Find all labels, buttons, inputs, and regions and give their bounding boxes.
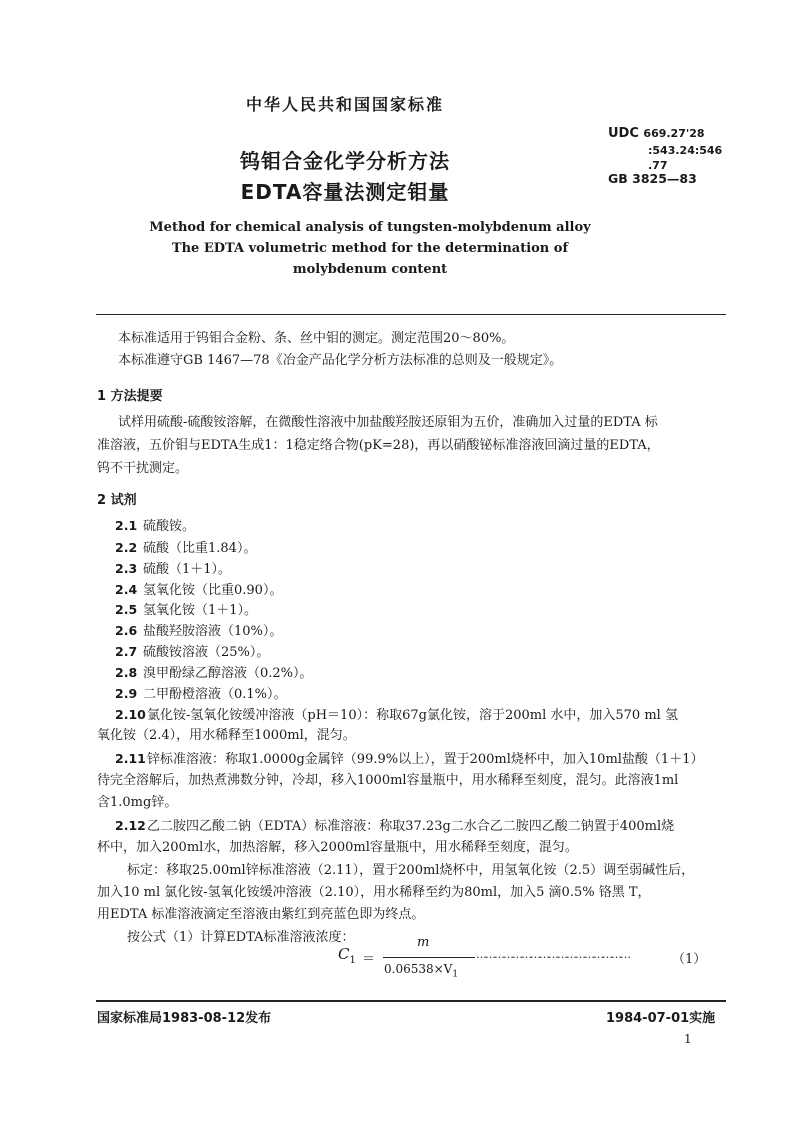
reagent-num: 2.7 — [115, 644, 138, 659]
reagent-num: 2.2 — [115, 540, 138, 555]
reagent-text: 硫酸铵。 — [143, 519, 196, 534]
reagent-num: 2.9 — [115, 686, 138, 701]
formula-lhs-symbol: C — [338, 945, 350, 963]
reagent-text: 盐酸羟胺溶液（10%）。 — [143, 624, 283, 639]
title-en-line3: molybdenum content — [292, 262, 448, 277]
reagent-item — [115, 538, 256, 559]
reagent-item-2-11 — [115, 749, 730, 770]
reagent-text: 氯化铵-氢氧化铵缓冲溶液（pH＝10）：称取67g氯化铵，溶于200ml 水中，加入570 ml 氢 — [147, 708, 678, 723]
reagent-item — [115, 580, 282, 601]
section1-text-line1: 试样用硫酸-硫酸铵溶解，在微酸性溶液中加盐酸羟胺还原钼为五价，准确加入过量的EDTA 标 — [118, 415, 658, 430]
reagent-item — [115, 663, 313, 684]
reagent-text: 溴甲酚绿乙醇溶液（0.2%）。 — [143, 666, 313, 681]
gb-number: GB 3825—83 — [608, 171, 697, 186]
formula-denominator-subscript: 1 — [452, 969, 459, 980]
reagent-num: 2.3 — [115, 561, 138, 576]
title-cn-line2: EDTA容量法测定钼量 — [240, 180, 450, 204]
reagent-text: 二甲酚橙溶液（0.1%）。 — [143, 687, 287, 702]
reagent-item — [115, 559, 231, 580]
reagent-text: 氢氧化铵（比重0.90）。 — [143, 583, 283, 598]
intro-line1: 本标准适用于钨钼合金粉、条、丝中钼的测定。测定范围20～80%。 — [118, 331, 515, 346]
calibration-line3: 用EDTA 标准溶液滴定至溶液由紫红到亮蓝色即为终点。 — [97, 907, 425, 922]
reagent-text-cont: 含1.0mg锌。 — [97, 795, 178, 810]
formula-equation-number: （1） — [672, 952, 707, 967]
calibration-line1: 标定：移取25.00ml锌标准溶液（2.11），置于200ml烧杯中，用氢氧化铵（2.5）调至弱碱性后， — [127, 863, 695, 878]
formula-leader-dots: …………………………………………… — [476, 948, 629, 961]
reagent-text: 乙二胺四乙酸二钠（EDTA）标准溶液：称取37.23g二水合乙二胺四乙酸二钠置于400ml烧 — [147, 819, 675, 834]
reagent-item — [115, 684, 287, 705]
reagent-num: 2.1 — [115, 518, 138, 533]
reagent-text: 锌标准溶液：称取1.0000g金属锌（99.9%以上），置于200ml烧杯中，加入10ml盐酸（1＋1） — [147, 752, 704, 767]
issue-date: 国家标准局1983-08-12发布 — [97, 1011, 272, 1026]
reagent-text: 氢氧化铵（1＋1）。 — [143, 603, 258, 618]
intro-line2: 本标准遵守GB 1467—78《冶金产品化学分析方法标准的总则及一般规定》。 — [118, 353, 563, 368]
title-en-line1: Method for chemical analysis of tungsten-molybdenum alloy — [149, 220, 591, 235]
bottom-divider — [96, 1000, 726, 1002]
calibration-line2: 加入10 ml 氯化铵-氢氧化铵缓冲溶液（2.10），用水稀释至约为80ml，加入5 滴0.5% 铬黑 T， — [97, 885, 651, 900]
udc-block — [608, 126, 705, 141]
formula-numerator: m — [417, 935, 430, 950]
reagent-text: 硫酸铵溶液（25%）。 — [143, 645, 270, 660]
calibration-line4: 按公式（1）计算EDTA标准溶液浓度： — [127, 930, 355, 945]
reagent-text-cont: 氧化铵（2.4），用水稀释至1000ml，混匀。 — [97, 728, 356, 743]
title-cn-line1: 钨钼合金化学分析方法 — [240, 149, 450, 173]
section1-heading: 1 方法提要 — [97, 389, 163, 404]
section2-heading: 2 试剂 — [97, 493, 137, 508]
section1-text-line2: 准溶液，五价钼与EDTA生成1：1稳定络合物(pK=28)，再以硝酸铋标准溶液回滴过量的EDTA， — [97, 438, 660, 453]
effective-date: 1984-07-01实施 — [606, 1011, 716, 1026]
reagent-num: 2.5 — [115, 602, 138, 617]
udc-code-1: 669.27'28 — [643, 127, 705, 140]
formula-denominator-text: 0.06538×V — [384, 962, 453, 976]
reagent-text: 硫酸（1＋1）。 — [143, 562, 232, 577]
section1-text-line3: 钨不干扰测定。 — [97, 461, 189, 476]
formula-lhs-subscript: 1 — [349, 955, 356, 966]
reagent-item-2-10 — [115, 705, 730, 726]
reagent-item — [115, 621, 282, 642]
reagent-num: 2.10 — [115, 707, 146, 722]
national-standard-label: 中华人民共和国国家标准 — [245, 95, 444, 114]
reagent-text-cont: 待完全溶解后，加热煮沸数分钟，冷却，移入1000ml容量瓶中，用水稀释至刻度，混匀。此溶液1ml — [97, 773, 679, 788]
reagent-num: 2.6 — [115, 623, 138, 638]
udc-label: UDC — [608, 126, 639, 141]
formula-denominator — [384, 962, 458, 979]
page-number: 1 — [684, 1032, 692, 1046]
reagent-item-2-12 — [115, 816, 730, 837]
reagent-item — [115, 600, 257, 621]
reagent-text-cont: 杯中，加入200ml水，加热溶解，移入2000ml容量瓶中，用水稀释至刻度，混匀。 — [97, 840, 578, 855]
reagent-num: 2.4 — [115, 582, 138, 597]
reagent-item — [115, 642, 269, 663]
reagent-num: 2.8 — [115, 665, 138, 680]
fraction-bar — [383, 957, 475, 958]
formula-equals: ＝ — [362, 952, 376, 967]
udc-code-2: :543.24:546 — [648, 144, 723, 157]
reagent-item — [115, 516, 195, 537]
top-divider — [96, 314, 726, 315]
formula-lhs — [338, 945, 356, 966]
reagent-num: 2.11 — [115, 751, 146, 766]
reagent-text: 硫酸（比重1.84）。 — [143, 541, 257, 556]
udc-code-3: .77 — [648, 159, 668, 172]
title-en-line2: The EDTA volumetric method for the determination of — [171, 241, 569, 256]
reagent-num: 2.12 — [115, 818, 146, 833]
